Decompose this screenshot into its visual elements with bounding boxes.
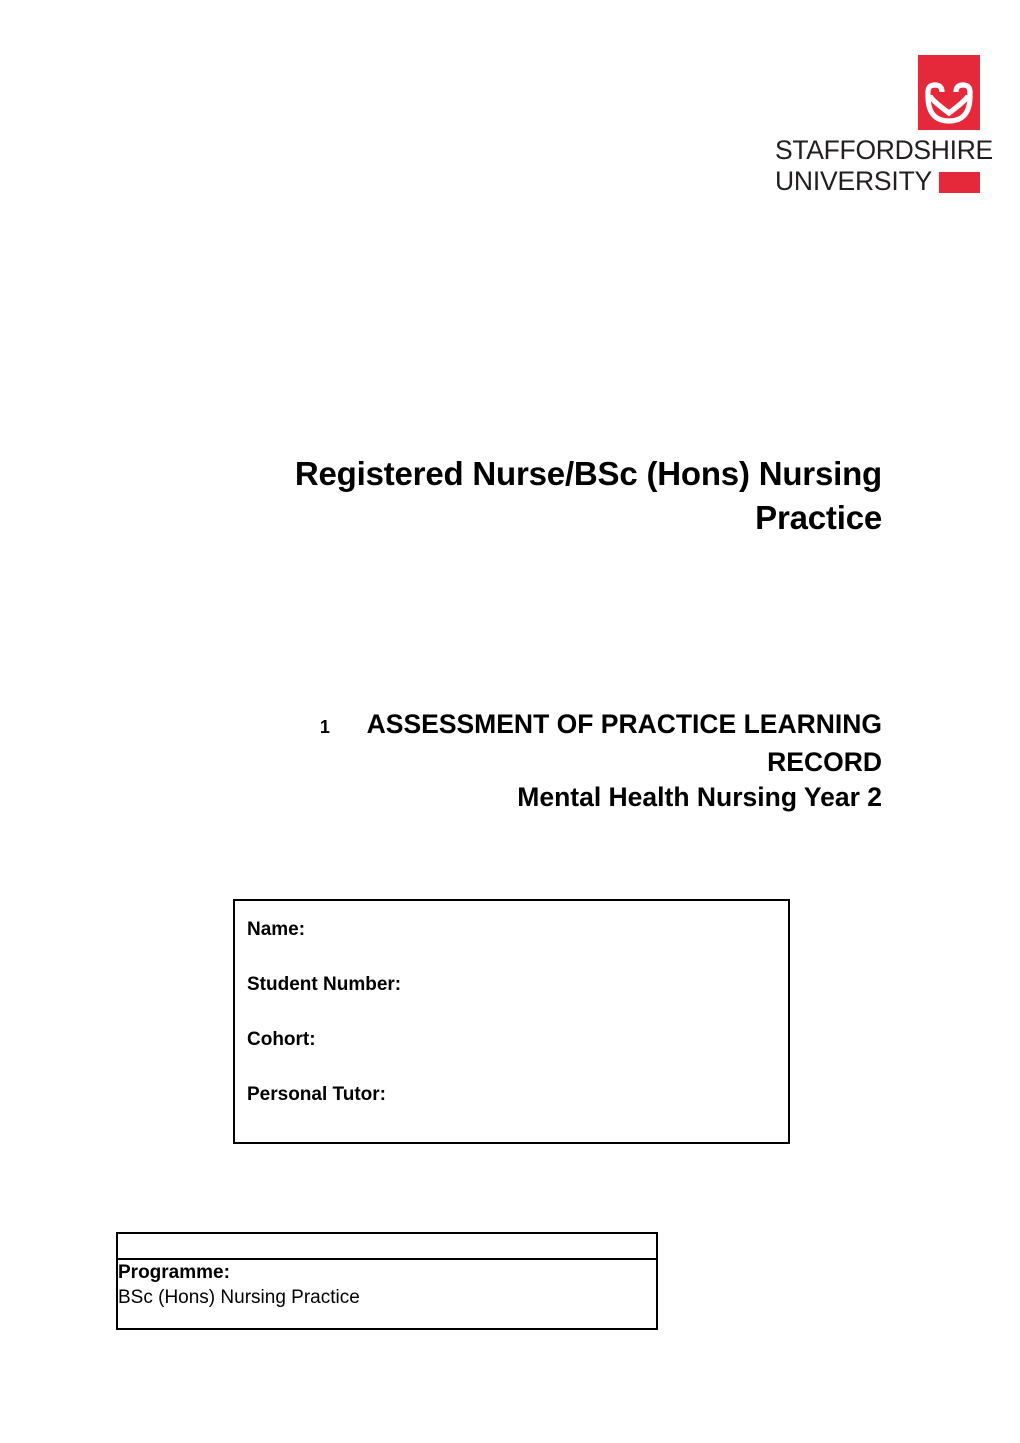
section-heading	[200, 707, 882, 815]
logo-red-bar	[939, 172, 980, 193]
programme-table	[116, 1232, 658, 1330]
student-details-list	[247, 919, 401, 1139]
section-number: 1	[319, 717, 330, 737]
table-row	[117, 1233, 657, 1259]
logo-wordmark	[775, 135, 993, 196]
programme-value: BSc (Hons) Nursing Practice	[118, 1287, 360, 1308]
field-name-label: Name:	[247, 919, 306, 940]
programme-label: Programme:	[118, 1262, 230, 1283]
section-heading-line-1: ASSESSMENT OF PRACTICE LEARNING RECORD	[366, 709, 882, 777]
programme-table-content-cell	[117, 1259, 657, 1329]
section-heading-line-2: Mental Health Nursing Year 2	[517, 782, 882, 812]
field-cohort-label: Cohort:	[247, 1029, 316, 1050]
student-details-box	[233, 899, 790, 1144]
logo-wordmark-line-1: STAFFORDSHIRE	[775, 135, 993, 165]
programme-table-empty-cell	[117, 1233, 657, 1259]
staffordshire-university-knot-emblem	[918, 55, 980, 130]
document-title: Registered Nurse/BSc (Hons) Nursing Practice	[294, 455, 882, 536]
field-student-number-label: Student Number:	[247, 974, 402, 995]
university-logo	[775, 55, 993, 196]
table-row	[117, 1259, 657, 1329]
field-personal-tutor-label: Personal Tutor:	[247, 1084, 386, 1105]
logo-wordmark-line-2: UNIVERSITY	[775, 166, 933, 196]
